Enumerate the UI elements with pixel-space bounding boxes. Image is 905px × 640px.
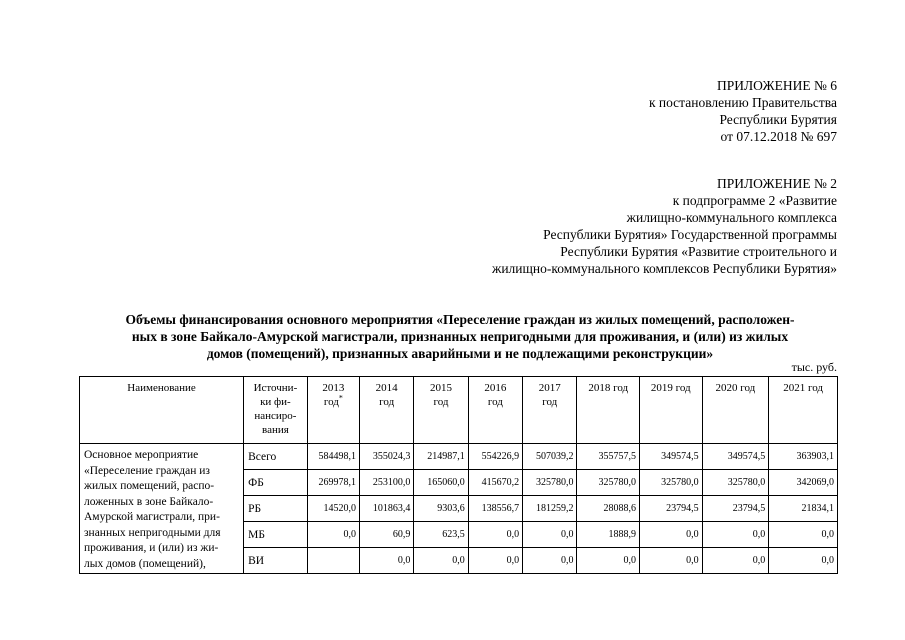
value-cell: 138556,7 (468, 496, 522, 522)
header-2019: 2019 год (640, 377, 703, 444)
source-cell: ВИ (244, 548, 308, 574)
value-cell: 349574,5 (640, 444, 703, 470)
header-2021: 2021 год (769, 377, 838, 444)
appendix-2-line: Республики Бурятия» Государственной программы (543, 227, 837, 242)
value-cell: 0,0 (702, 548, 769, 574)
value-cell: 0,0 (523, 548, 577, 574)
appendix-2-line: ПРИЛОЖЕНИЕ № 2 (716, 176, 837, 191)
appendix-6-line: Республики Бурятия (719, 112, 837, 127)
appendix-2-line: Республики Бурятия «Развитие строительного и (560, 244, 837, 259)
value-cell: 325780,0 (702, 470, 769, 496)
value-cell: 0,0 (307, 522, 359, 548)
source-cell: МБ (244, 522, 308, 548)
header-2017: 2017 год (523, 377, 577, 444)
appendix-6-line: к постановлению Правительства (648, 95, 837, 110)
value-cell: 0,0 (769, 548, 838, 574)
source-cell: РБ (244, 496, 308, 522)
value-cell: 253100,0 (360, 470, 414, 496)
value-cell: 9303,6 (414, 496, 468, 522)
footnote-mark: * (338, 393, 343, 403)
value-cell: 415670,2 (468, 470, 522, 496)
header-2020: 2020 год (702, 377, 769, 444)
value-cell: 60,9 (360, 522, 414, 548)
value-cell: 23794,5 (640, 496, 703, 522)
appendix-6-line: от 07.12.2018 № 697 (720, 129, 837, 144)
header-source: Источни- ки фи- нансиро- вания (244, 377, 308, 444)
value-cell: 554226,9 (468, 444, 522, 470)
value-cell: 0,0 (640, 522, 703, 548)
value-cell: 355024,3 (360, 444, 414, 470)
value-cell: 0,0 (414, 548, 468, 574)
value-cell: 325780,0 (640, 470, 703, 496)
value-cell: 355757,5 (577, 444, 640, 470)
document-title (75, 311, 845, 362)
title-line: ных в зоне Байкало-Амурской магистрали, признанных непригодными для проживания, и (или) из жилых (131, 329, 789, 344)
value-cell: 0,0 (640, 548, 703, 574)
financing-table (79, 376, 838, 574)
table-header-row (80, 377, 838, 444)
source-cell: Всего (244, 444, 308, 470)
value-cell: 23794,5 (702, 496, 769, 522)
value-cell: 0,0 (360, 548, 414, 574)
value-cell: 0,0 (769, 522, 838, 548)
source-cell: ФБ (244, 470, 308, 496)
header-2013: 2013 год* (307, 377, 359, 444)
value-cell: 507039,2 (523, 444, 577, 470)
appendix-6-line: ПРИЛОЖЕНИЕ № 6 (716, 78, 837, 93)
appendix-6-header (649, 77, 837, 145)
value-cell: 0,0 (577, 548, 640, 574)
value-cell: 363903,1 (769, 444, 838, 470)
title-line: Объемы финансирования основного мероприятия «Переселение граждан из жилых помещений, расположен- (125, 312, 795, 327)
value-cell: 0,0 (702, 522, 769, 548)
appendix-2-line: жилищно-коммунального комплексов Республики Бурятия» (492, 261, 837, 276)
value-cell: 28088,6 (577, 496, 640, 522)
value-cell: 584498,1 (307, 444, 359, 470)
units-label: тыс. руб. (791, 360, 837, 374)
value-cell: 0,0 (523, 522, 577, 548)
table-row (80, 444, 838, 470)
value-cell: 342069,0 (769, 470, 838, 496)
value-cell: 623,5 (414, 522, 468, 548)
header-2015: 2015 год (414, 377, 468, 444)
header-2018: 2018 год (577, 377, 640, 444)
appendix-2-line: к подпрограмме 2 «Развитие (672, 193, 837, 208)
value-cell: 214987,1 (414, 444, 468, 470)
value-cell: 349574,5 (702, 444, 769, 470)
value-cell: 325780,0 (523, 470, 577, 496)
value-cell: 101863,4 (360, 496, 414, 522)
value-cell: 325780,0 (577, 470, 640, 496)
value-cell: 269978,1 (307, 470, 359, 496)
value-cell: 14520,0 (307, 496, 359, 522)
appendix-2-header (492, 175, 837, 277)
value-cell: 0,0 (468, 522, 522, 548)
value-cell: 21834,1 (769, 496, 838, 522)
value-cell: 0,0 (468, 548, 522, 574)
header-2016: 2016 год (468, 377, 522, 444)
title-line: домов (помещений), признанных аварийными и не подлежащими реконструкции» (206, 346, 714, 361)
measure-name-cell: Основное мероприятие «Переселение граждан из жилых помещений, распо- ложенных в зоне Байкало- Амурской магистрали, при- знанных непригодными для проживания, и (или) из жи- лых домов (помещений), (80, 444, 244, 574)
value-cell: 181259,2 (523, 496, 577, 522)
appendix-2-line: жилищно-коммунального комплекса (626, 210, 837, 225)
value-cell (307, 548, 359, 574)
value-cell: 1888,9 (577, 522, 640, 548)
header-2014: 2014 год (360, 377, 414, 444)
value-cell: 165060,0 (414, 470, 468, 496)
header-name: Наименование (80, 377, 244, 444)
